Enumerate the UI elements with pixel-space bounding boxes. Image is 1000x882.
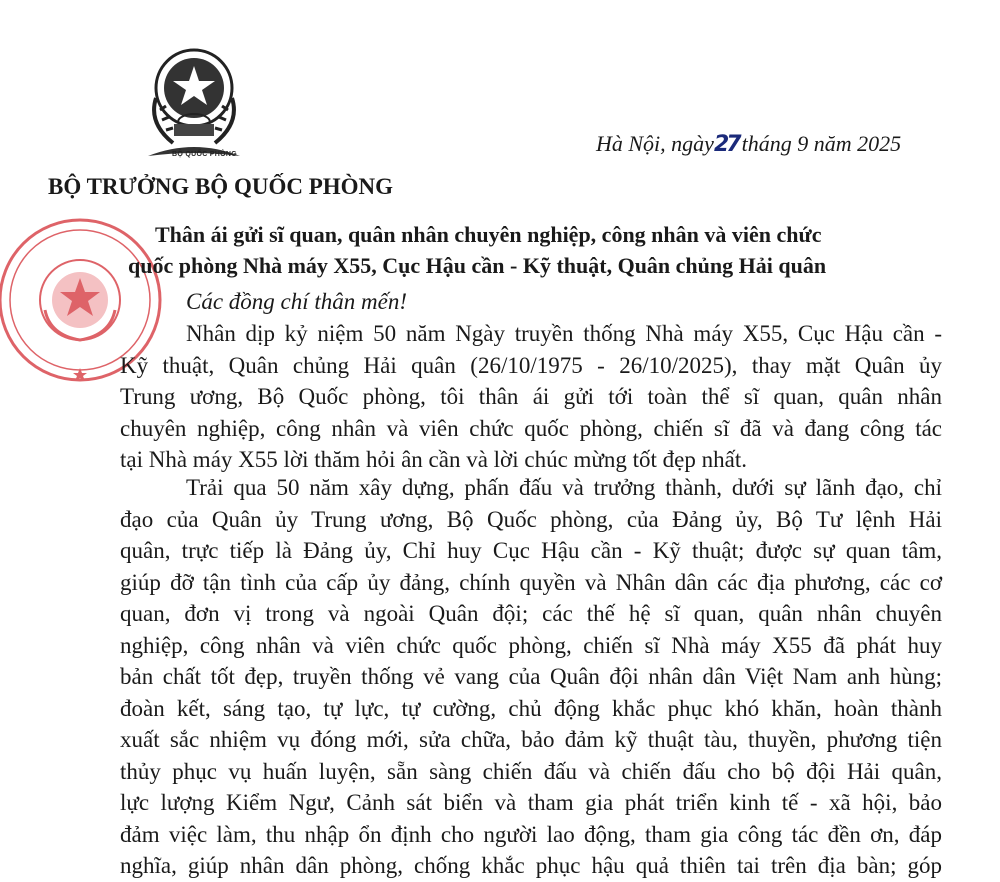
title-line: quốc phòng Nhà máy X55, Cục Hậu cần - Kỹ thuật, Quân chủng Hải quân (128, 253, 827, 278)
paragraph-line: Trung ương, Bộ Quốc phòng, tôi thân ái gửi tới toàn thể sĩ quan, quân nhân (120, 384, 942, 409)
paragraph-line: nghĩa, giúp nhân dân phòng, chống khắc phục hậu quả thiên tai trên địa bàn; góp (120, 853, 942, 878)
emblem-caption: BỘ QUỐC PHÒNG (172, 151, 237, 158)
date-suffix: tháng 9 năm 2025 (741, 131, 902, 156)
paragraph-line: tại Nhà máy X55 lời thăm hỏi ân cần và lời chúc mừng tốt đẹp nhất. (120, 447, 747, 472)
paragraph-line: lực lượng Kiểm Ngư, Cảnh sát biển và tham gia phát triển kinh tế - xã hội, bảo (120, 790, 942, 815)
paragraph-line: đảm việc làm, thu nhập ổn định cho người lao động, tham gia công tác đền ơn, đáp (120, 821, 942, 847)
paragraph-line: chuyên nghiệp, công nhân và viên chức quốc phòng, chiến sĩ đã và đang công tác (120, 415, 942, 441)
paragraph (120, 472, 942, 882)
issuer-title: BỘ TRƯỞNG BỘ QUỐC PHÒNG (48, 174, 394, 199)
letter-title (128, 219, 948, 281)
paragraph-line: đạo của Quân ủy Trung ương, Bộ Quốc phòng, của Đảng ủy, Bộ Tư lệnh Hải (120, 506, 942, 532)
seal-text (0, 0, 1, 1)
salutation: Các đồng chí thân mến! (186, 289, 408, 314)
date-line (596, 131, 901, 157)
paragraph-line: Nhân dịp kỷ niệm 50 năm Ngày truyền thống Nhà máy X55, Cục Hậu cần - (186, 321, 942, 346)
title-line: Thân ái gửi sĩ quan, quân nhân chuyên nghiệp, công nhân và viên chức (155, 222, 822, 247)
date-day: 27 (713, 132, 739, 157)
paragraph-line: thủy phục vụ huấn luyện, sẵn sàng chiến đấu và chiến đấu cho bộ đội Hải quân, (120, 758, 942, 784)
paragraph-line: xuất sắc nhiệm vụ đóng mới, sửa chữa, bảo đảm kỹ thuật tàu, thuyền, phương tiện (120, 727, 942, 752)
paragraph-line: Kỹ thuật, Quân chủng Hải quân (26/10/1975 - 26/10/2025), thay mặt Quân ủy (120, 352, 942, 378)
paragraph-line: nghiệp, công nhân và viên chức quốc phòng, chiến sĩ Nhà máy X55 đã phát huy (120, 632, 942, 658)
paragraph-line: bản chất tốt đẹp, truyền thống vẻ vang của Quân đội nhân dân Việt Nam anh hùng; (120, 664, 942, 689)
date-prefix: Hà Nội, ngày (596, 131, 714, 156)
paragraph-line: Trải qua 50 năm xây dựng, phấn đấu và trưởng thành, dưới sự lãnh đạo, chỉ (186, 475, 942, 500)
paragraph (120, 318, 942, 476)
paragraph-line: quân, trực tiếp là Đảng ủy, Chỉ huy Cục Hậu cần - Kỹ thuật; được sự quan tâm, (120, 538, 942, 563)
paragraph-line: quan, đơn vị trong và ngoài Quân đội; các thế hệ sĩ quan, quân nhân chuyên (120, 601, 942, 626)
paragraph-line: giúp đỡ tận tình của cấp ủy đảng, chính quyền và Nhân dân các địa phương, các cơ (120, 569, 942, 595)
paragraph-line: đoàn kết, sáng tạo, tự lực, tự cường, chủ động khắc phục khó khăn, hoàn thành (120, 695, 942, 721)
